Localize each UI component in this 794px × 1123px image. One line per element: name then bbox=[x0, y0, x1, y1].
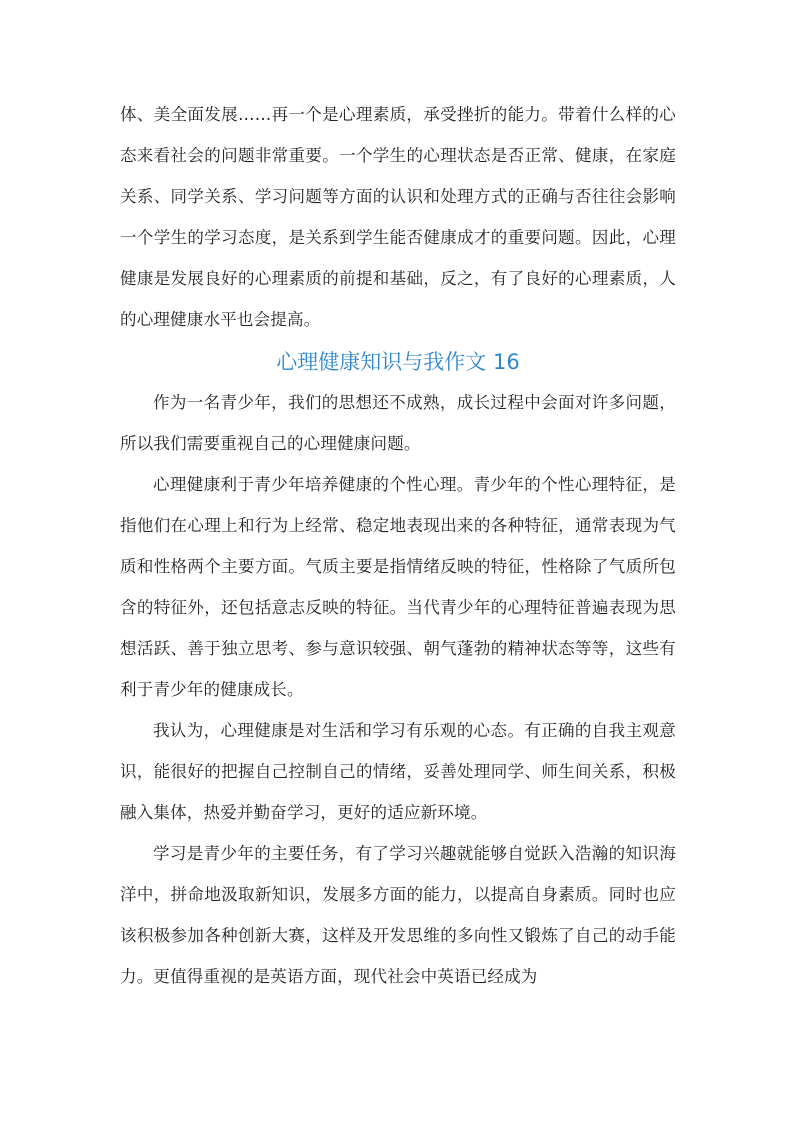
body-paragraph-2: 心理健康利于青少年培养健康的个性心理。青少年的个性心理特征，是指他们在心理上和行为上经常、稳定地表现出来的各种特征，通常表现为气质和性格两个主要方面。气质主要是指情绪反映的特征，性格除了气质所包含的特征外，还包括意志反映的特征。当代青少年的心理特征普遍表现为思想活跃、善于独立思考、参与意识较强、朝气蓬勃的精神状态等等，这些有利于青少年的健康成长。 bbox=[120, 475, 676, 699]
intro-paragraph: 体、美全面发展……再一个是心理素质，承受挫折的能力。带着什么样的心态来看社会的问题非常重要。一个学生的心理状态是否正常、健康，在家庭关系、同学关系、学习问题等方面的认识和处理方式的正确与否往往会影响一个学生的学习态度，是关系到学生能否健康成才的重要问题。因此，心理健康是发展良好的心理素质的前提和基础，反之，有了良好的心理素质，人的心理健康水平也会提高。 bbox=[120, 105, 676, 329]
body-paragraph-3: 我认为，心理健康是对生活和学习有乐观的心态。有正确的自我主观意识，能很好的把握自己控制自己的情绪，妥善处理同学、师生间关系，积极融入集体，热爱并勤奋学习，更好的适应新环境。 bbox=[120, 721, 676, 822]
body-paragraph-4: 学习是青少年的主要任务，有了学习兴趣就能够自觉跃入浩瀚的知识海洋中，拼命地汲取新知识，发展多方面的能力，以提高自身素质。同时也应该积极参加各种创新大赛，这样及开发思维的多向性又锻炼了自己的动手能力。更值得重视的是英语方面，现代社会中英语已经成为 bbox=[120, 844, 676, 986]
section-heading: 心理健康知识与我作文 16 bbox=[276, 350, 520, 374]
document-page bbox=[120, 94, 676, 997]
body-paragraph-1: 作为一名青少年，我们的思想还不成熟，成长过程中会面对许多问题，所以我们需要重视自己的心理健康问题。 bbox=[120, 393, 676, 453]
